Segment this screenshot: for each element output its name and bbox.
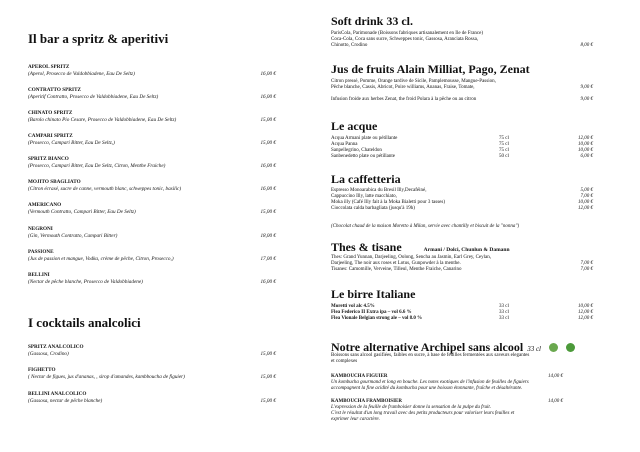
list-row [331, 154, 593, 160]
item-price: 16,00 € [260, 163, 276, 169]
archipel-list [331, 374, 593, 430]
item-desc: (Aperol, Prosecco de Valdobbiadene, Eau De Seltz) [28, 71, 135, 77]
row-price: 5,00 € [580, 188, 593, 193]
row-price: 12,00 € [578, 136, 593, 141]
spritz-heading: Il bar a spritz & aperitivi [28, 31, 169, 46]
jus-price-1: 9,00 € [580, 85, 593, 90]
item-price: 16,00 € [260, 94, 276, 100]
row-name: Cappuccino Illy, latte macchiato, [331, 194, 397, 199]
item-name: FIGHETTO [28, 367, 56, 373]
archipel-item-price: 14,00 € [548, 399, 563, 404]
item-name: BELLINI [28, 272, 50, 278]
row-price: 12,00 € [578, 206, 593, 211]
item-price: 15,00 € [260, 398, 276, 404]
jus-price-2: 9,00 € [580, 97, 593, 102]
row-name: Sanbenedetto plate ou pétillante [331, 154, 396, 159]
menu-item [28, 87, 286, 101]
jus-heading: Jus de fruits Alain Milliat, Pago, Zenat [331, 62, 530, 76]
row-name: Cioccolata calda barbagliata (jusqu'à 19h) [331, 206, 415, 211]
archipel-item [331, 374, 593, 392]
menu-item [28, 226, 286, 240]
acque-list [331, 136, 593, 160]
item-price: 15,00 € [260, 117, 276, 123]
item-price: 16,00 € [260, 186, 276, 192]
row-name: Acqua Panna [331, 142, 358, 147]
item-price: 18,00 € [260, 233, 276, 239]
archipel-vol: 33 cl [527, 345, 542, 353]
archipel-item-name: KAMBOUCHA FRAMBOISIER [331, 399, 402, 404]
item-price: 15,00 € [260, 351, 276, 357]
soft-price: 8,00 € [580, 43, 593, 48]
the-block [331, 255, 593, 273]
the-heading-row [331, 238, 510, 256]
item-name: BELLINI ANALCOLICO [28, 391, 87, 397]
menu-item [28, 367, 286, 381]
row-volume: 75 cl [499, 142, 509, 147]
item-name: SPRITZ ANALCOLICO [28, 344, 84, 350]
the-line-1: Thes: Grand Yunnan, Darjeeling, Oolong, Sencha au Jasmin, Earl Grey, Ceylan, [331, 255, 492, 260]
item-price: 15,00 € [260, 209, 276, 215]
soft-drink-block [331, 31, 593, 49]
item-desc: (Prosecco, Campari Bitter, Eau De Seltz,) [28, 140, 115, 146]
archipel-intro-1: Boissons sans alcool gasifiées, faibles en sucre, à base de feuilles fermentées aux saveurs elegantes [331, 353, 530, 358]
menu-item [28, 202, 286, 216]
row-price: 6,00 € [580, 154, 593, 159]
row-name: Flea Federico II Extra ipa – vol 6.6 % [331, 310, 412, 315]
row-name: Sanpellegrino, Chateldon [331, 148, 382, 153]
caffe-list [331, 188, 593, 212]
item-price: 15,00 € [260, 140, 276, 146]
birre-heading: Le birre Italiane [331, 287, 416, 301]
item-name: APEROL SPRITZ [28, 64, 70, 70]
the-heading: Thes & tisane [331, 240, 402, 254]
archipel-intro-2: et complexes [331, 359, 358, 364]
archipel-item-desc: exprimer leur caractère. [331, 417, 380, 422]
item-desc: (Barolo chinato Pio Cesare, Prosecco de Valdobbiadene, Eau De Seltz) [28, 117, 177, 123]
item-name: CAMPARI SPRITZ [28, 133, 73, 139]
jus-block [331, 79, 593, 103]
menu-item [28, 272, 286, 286]
row-name: Moka illy (Café Illy fait à la Moka Bialetti pour 3 tasses) [331, 200, 445, 205]
item-price: 16,00 € [260, 71, 276, 77]
menu-item [28, 179, 286, 193]
archipel-heading: Notre alternative Archipel sans alcool [331, 340, 524, 354]
row-volume: 33 cl [499, 304, 509, 309]
row-volume: 75 cl [499, 148, 509, 153]
row-price: 10,00 € [578, 142, 593, 147]
row-volume: 33 cl [499, 316, 509, 321]
row-price: 7,00 € [580, 194, 593, 199]
item-name: SPRITZ BIANCO [28, 156, 69, 162]
soft-line-1: ParisCola, Parimonade (Boissons fabriques artisanalement en Ile de France) [331, 31, 484, 36]
soft-drink-heading: Soft drink 33 cl. [331, 14, 414, 28]
soft-line-3: Chinotto, Crodino 8,00 € [331, 43, 593, 48]
row-volume: 33 cl [499, 310, 509, 315]
item-price: 17,00 € [260, 256, 276, 262]
menu-item [28, 110, 286, 124]
item-desc: (Nectar de pêche blanche, Prosecco de Valdobbiadene) [28, 279, 143, 285]
row-name: Moretti vol alc 4.5% [331, 304, 375, 309]
menu-item [28, 64, 286, 78]
the-price-1: 7,00 € [580, 261, 593, 266]
eco-label-icon [566, 343, 575, 352]
menu-item [28, 391, 286, 405]
acque-heading: Le acque [331, 119, 378, 133]
row-volume: 75 cl [499, 136, 509, 141]
organic-leaf-icon [549, 343, 558, 352]
analcolici-heading: I cocktails analcolici [28, 315, 141, 330]
row-name: Espresso Monoarabica du Bresil Illy,Decaféiné, [331, 188, 427, 193]
the-line-3: Tisanes: Camomille, Verveine, Tilleul, Menthe Fraiche, Canarino 7,00 € [331, 267, 593, 272]
jus-line-3: Infusion froide aux herbes Zenat, the froid Polara à la pêche ou au citron 9,00 € [331, 97, 593, 102]
menu-item [28, 133, 286, 147]
item-desc: ( Nectar de figues, jus d'ananas, , sirop d'amandes, kambboucha de figuier) [28, 374, 185, 380]
item-name: NEGRONI [28, 226, 53, 232]
the-line-2: Darjeeling, The noir aux roses et Lotus, Gunpowder à la menthe. 7,00 € [331, 261, 593, 266]
item-price: 16,00 € [260, 279, 276, 285]
the-subtitle: Armani / Dolci, Chunlun & Damann [423, 247, 510, 253]
menu-item [28, 344, 286, 358]
item-desc: (Citron écrasé, sucre de canne, vermouth blanc, schweppes tonic, basilic) [28, 186, 182, 192]
archipel-item-desc: Un kombucha gourmand et long en bouche. Les notes exotiques de l'infusion de feuilles de figuiers [331, 380, 529, 385]
item-desc: (Vermouth Contratto, Campari Bitter, Eau De Seltz) [28, 209, 136, 215]
row-price: 12,00 € [578, 316, 593, 321]
item-desc: (Aperitif Contratto, Prosecco de Valdobbiadene, Eau De Seltz) [28, 94, 159, 100]
item-name: CONTRATTO SPRITZ [28, 87, 81, 93]
item-desc: (Gassosa, Crodino) [28, 351, 69, 357]
caffe-heading: La caffetteria [331, 172, 401, 186]
item-desc: (Gassosa, nectar de pêche blanche) [28, 398, 103, 404]
item-desc: (Gin, Vermouth Contratto, Campari Bitter) [28, 233, 118, 239]
archipel-item-name: KAMBOUCHA FIGUIER [331, 374, 388, 379]
row-price: 12,00 € [578, 310, 593, 315]
menu-item [28, 249, 286, 263]
jus-line-2: Pêche blanche, Cassis, Abricot, Poire williams, Ananas, Fraise, Tomate, 9,00 € [331, 85, 593, 90]
item-name: PASSIONE [28, 249, 54, 255]
list-row [331, 316, 593, 322]
row-name: Flea Vionale Belgian strong ale – vol 8.0 % [331, 316, 423, 321]
archipel-item [331, 399, 593, 423]
item-name: CHINATO SPRITZ [28, 110, 73, 116]
row-price: 10,00 € [578, 148, 593, 153]
item-name: MOJITO SBAGLIATO [28, 179, 81, 185]
item-name: AMERICANO [28, 202, 62, 208]
row-volume: 50 cl [499, 154, 509, 159]
jus-line-1: Citron pressé, Pomme, Orange tardive de Sicile, Pamplemousse, Mangue-Passion, [331, 79, 496, 84]
archipel-item-desc: L'expression de la feuille de framboisier donne la sensation de la pulpe du fruit. [331, 405, 492, 410]
archipel-item-price: 14,00 € [548, 374, 563, 379]
caffe-note: (Chocolat chaud de la maison Moretto à Milan, servie avec chantilly et biscuit de la "nonna") [331, 224, 520, 229]
archipel-intro [331, 353, 593, 365]
the-price-2: 7,00 € [580, 267, 593, 272]
row-name: Acqua Armani plate ou pétillante [331, 136, 398, 141]
list-row [331, 206, 593, 212]
item-price: 15,00 € [260, 374, 276, 380]
menu-item [28, 156, 286, 170]
birre-list [331, 304, 593, 322]
row-price: 10,00 € [578, 304, 593, 309]
row-price: 10,00 € [578, 200, 593, 205]
item-desc: (Prosecco, Campari Bitter, Eau De Seltz, Citron, Menthe Fraiche) [28, 163, 166, 169]
archipel-item-desc: C'est le résultat d'un long travail avec des petits producteurs pour valoriser leurs feuilles et [331, 411, 515, 416]
soft-line-2: Coca-Cola, Coca sans sucre, Schweppes tonic, Gassosa, Aranciata Rossa, [331, 37, 479, 42]
archipel-item-desc: accompagnent la fine acidité du kombucha pour une boisson étonnante, fraîche et désaltérante. [331, 386, 523, 391]
item-desc: (Jus de passion et mangue, Vodka, crème de pêche, Citron, Prosecco,) [28, 256, 174, 262]
